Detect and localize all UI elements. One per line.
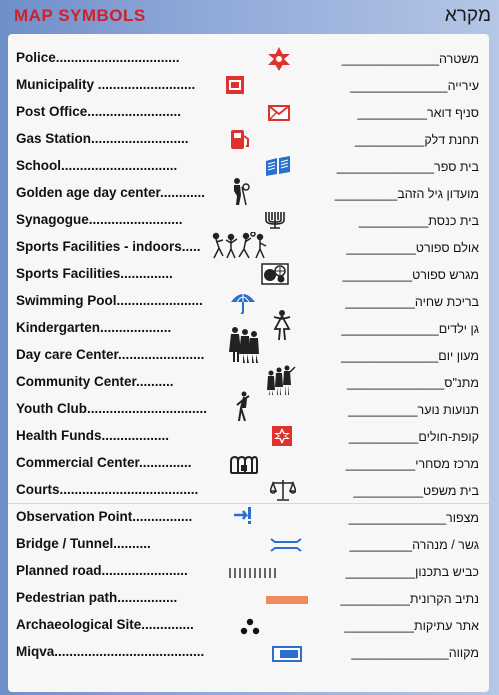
child-icon (271, 309, 293, 341)
book-icon (264, 155, 292, 177)
legend-label-he: מקווה______________ (351, 646, 479, 660)
legend-label-he: מרכז מסחרי__________ (345, 457, 479, 471)
municipality-icon (225, 75, 245, 95)
observation-icon (232, 505, 254, 527)
legend-row-police (8, 46, 489, 73)
legend-label-he: אולם ספורט__________ (346, 241, 479, 255)
legend-label-he: מגרש ספורט__________ (342, 268, 479, 282)
legend-header (0, 0, 499, 32)
legend-row-sports-facilities (8, 262, 489, 289)
legend-row-archaeological-site (8, 613, 489, 640)
legend-label-en: Planned road....................... (16, 563, 188, 578)
legend-label-en: Archaeological Site.............. (16, 617, 194, 632)
legend-label-en: Observation Point................ (16, 509, 193, 524)
planned-road-icon (228, 567, 278, 579)
envelope-icon (268, 105, 290, 121)
legend-label-he: כביש בתכנון__________ (345, 565, 479, 579)
legend-row-synagogue (8, 208, 489, 235)
indoor-sports-icon (211, 232, 269, 260)
legend-row-youth-club (8, 397, 489, 424)
archaeology-icon (240, 618, 260, 636)
police-star-icon (266, 46, 292, 72)
legend-row-day-care (8, 343, 489, 370)
legend-label-he: בית כנסת__________ (358, 214, 479, 228)
sports-balls-icon (261, 263, 289, 285)
pedestrian-path-icon (266, 596, 308, 604)
legend-row-pedestrian-path (8, 586, 489, 613)
legend-row-sports-indoors (8, 235, 489, 262)
legend-row-miqva (8, 640, 489, 667)
legend-label-en: Sports Facilities - indoors..... (16, 239, 201, 254)
health-star-icon (271, 425, 293, 447)
commercial-icon (229, 453, 259, 475)
legend-label-en: Commercial Center.............. (16, 455, 192, 470)
scales-icon (270, 478, 296, 502)
legend-title-he: מקרא (444, 5, 491, 26)
legend-label-he: בית משפט__________ (353, 484, 479, 498)
legend-label-en: Golden age day center............ (16, 185, 206, 200)
legend-label-he: סניף דואר__________ (357, 106, 479, 120)
legend-label-he: בריכת שחיה__________ (345, 295, 479, 309)
legend-label-en: Post Office......................... (16, 104, 182, 119)
elderly-icon (228, 177, 252, 207)
legend-label-he: מתנ"ס______________ (346, 376, 479, 390)
youth-icon (234, 391, 252, 423)
legend-row-bridge-tunnel (8, 532, 489, 559)
legend-label-he: משטרה______________ (341, 52, 479, 66)
legend-panel (8, 34, 489, 692)
umbrella-icon (230, 290, 256, 314)
legend-label-he: גשר / מנהרה_________ (349, 538, 479, 552)
legend-row-gas-station (8, 127, 489, 154)
legend-label-en: Municipality .......................... (16, 77, 196, 92)
legend-row-municipality (8, 73, 489, 100)
legend-label-en: Gas Station.......................... (16, 131, 189, 146)
legend-label-en: Bridge / Tunnel.......... (16, 536, 151, 551)
legend-row-commercial-center (8, 451, 489, 478)
legend-row-planned-road (8, 559, 489, 586)
legend-label-en: Sports Facilities.............. (16, 266, 173, 281)
legend-label-he: בית ספר______________ (336, 160, 479, 174)
legend-label-he: תנועות נוער__________ (348, 403, 479, 417)
section-divider (8, 503, 489, 504)
legend-row-observation-point (8, 505, 489, 532)
legend-label-en: Pedestrian path................ (16, 590, 178, 605)
bridge-icon (270, 537, 302, 553)
legend-label-en: Swimming Pool....................... (16, 293, 203, 308)
legend-label-en: Courts..................................... (16, 482, 199, 497)
legend-label-he: אתר עתיקות__________ (344, 619, 479, 633)
legend-label-he: מצפור______________ (348, 511, 479, 525)
legend-row-post-office (8, 100, 489, 127)
legend-label-he: נתיב הקרונית__________ (340, 592, 479, 606)
legend-label-en: School............................... (16, 158, 178, 173)
legend-title-en: MAP SYMBOLS (14, 6, 146, 25)
legend-label-en: Day care Center....................... (16, 347, 205, 362)
legend-label-en: Miqva........................................ (16, 644, 205, 659)
miqva-icon (272, 646, 302, 662)
menorah-icon (264, 210, 286, 230)
legend-label-he: תחנת דלק__________ (354, 133, 479, 147)
legend-label-he: מועדון גיל הזהב_________ (334, 187, 479, 201)
legend-label-he: קופת-חולים__________ (348, 430, 479, 444)
legend-label-en: Synagogue......................... (16, 212, 183, 227)
legend-row-health-funds (8, 424, 489, 451)
legend-label-en: Health Funds.................. (16, 428, 170, 443)
legend-label-en: Youth Club................................ (16, 401, 208, 416)
legend-row-courts (8, 478, 489, 505)
legend-label-he: עירייה______________ (350, 79, 479, 93)
legend-row-swimming-pool (8, 289, 489, 316)
gas-pump-icon (229, 127, 251, 151)
legend-label-en: Police................................. (16, 50, 180, 65)
legend-row-golden-age (8, 181, 489, 208)
legend-label-he: גן ילדים______________ (341, 322, 479, 336)
legend-label-en: Kindergarten................... (16, 320, 172, 335)
legend-label-he: מעון יום______________ (340, 349, 479, 363)
community-icon (266, 364, 296, 396)
daycare-icon (228, 326, 260, 364)
legend-label-en: Community Center.......... (16, 374, 174, 389)
